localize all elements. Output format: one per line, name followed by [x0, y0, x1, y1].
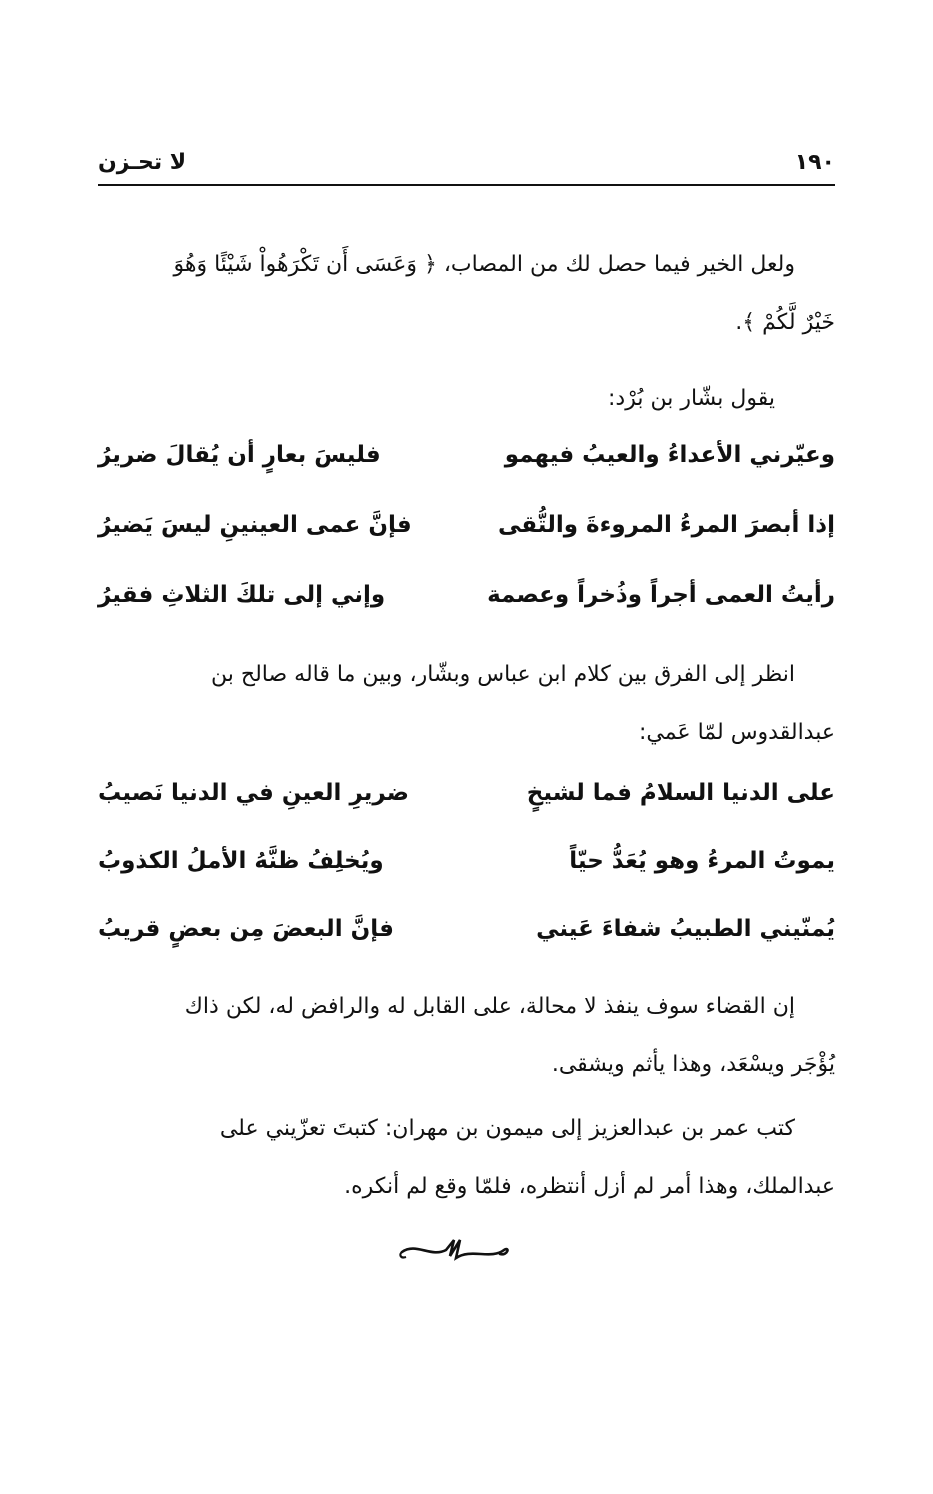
verse-second-hemistich: ويُخلِفُ ظنَّهُ الأملُ الكذوبُ — [98, 848, 384, 874]
intro-text: يقول بشّار بن بُرْد: — [608, 386, 775, 411]
verse-second-hemistich: فليسَ بعارٍ أن يُقالَ ضريرُ — [98, 442, 381, 468]
verse-second-hemistich: فإنَّ عمى العينينِ ليسَ يَضيرُ — [98, 512, 412, 538]
verse-first-hemistich: يُمنّيني الطبيبُ شفاءَ عَيني — [536, 916, 835, 942]
running-title: لا تحـزن — [98, 150, 187, 175]
paragraph-line: إن القضاء سوف ينفذ لا محالة، على القابل له والرافض له، لكن ذاك — [184, 994, 795, 1019]
paragraph-line: انظر إلى الفرق بين كلام ابن عباس وبشّار، وبين ما قاله صالح بن — [211, 662, 795, 687]
page-header — [98, 150, 835, 186]
verse-second-hemistich: ضريرِ العينِ في الدنيا نَصيبُ — [98, 780, 409, 806]
paragraph-line: كتب عمر بن عبدالعزيز إلى ميمون بن مهران: كتبتَ تعزّيني على — [219, 1116, 795, 1141]
poem-intro-bashar — [98, 370, 835, 428]
verse-first-hemistich: وعيّرني الأعداءُ والعيبُ فيهمو — [504, 442, 835, 468]
verse-row — [98, 916, 835, 976]
verse-row — [98, 512, 835, 572]
verse-row — [98, 582, 835, 642]
verse-row — [98, 780, 835, 840]
paragraph-line: ولعل الخير فيما حصل لك من المصاب، ﴿ وَعَسَى أَن تَكْرَهُواْ شَيْئًا وَهُوَ — [173, 252, 795, 277]
paragraph-quran — [98, 236, 835, 352]
ornament-divider-icon — [396, 1232, 516, 1268]
paragraph-comparison — [98, 646, 835, 762]
verse-second-hemistich: فإنَّ البعضَ مِن بعضٍ قريبُ — [98, 916, 394, 942]
verse-first-hemistich: إذا أبصرَ المرءُ المروءةَ والتُّقى — [497, 512, 835, 538]
verse-second-hemistich: وإني إلى تلكَ الثلاثِ فقيرُ — [98, 582, 386, 608]
paragraph-umar — [98, 1100, 835, 1216]
verse-first-hemistich: على الدنيا السلامُ فما لشيخٍ — [526, 780, 835, 806]
verse-first-hemistich: رأيتُ العمى أجراً وذُخراً وعصمة — [487, 582, 835, 608]
paragraph-line: خَيْرٌ لَّكُمْ ﴾. — [735, 310, 835, 335]
verse-row — [98, 848, 835, 908]
page-number: ١٩٠ — [794, 150, 835, 175]
paragraph-fate — [98, 978, 835, 1094]
paragraph-line: عبدالقدوس لمّا عَمي: — [639, 720, 835, 745]
paragraph-line: عبدالملك، وهذا أمر لم أزل أنتظره، فلمّا وقع لم أنكره. — [344, 1174, 835, 1199]
verse-row — [98, 442, 835, 502]
paragraph-line: يُؤْجَر ويسْعَد، وهذا يأثم ويشقى. — [551, 1052, 835, 1077]
verse-first-hemistich: يموتُ المرءُ وهو يُعَدُّ حيّاً — [569, 848, 835, 874]
